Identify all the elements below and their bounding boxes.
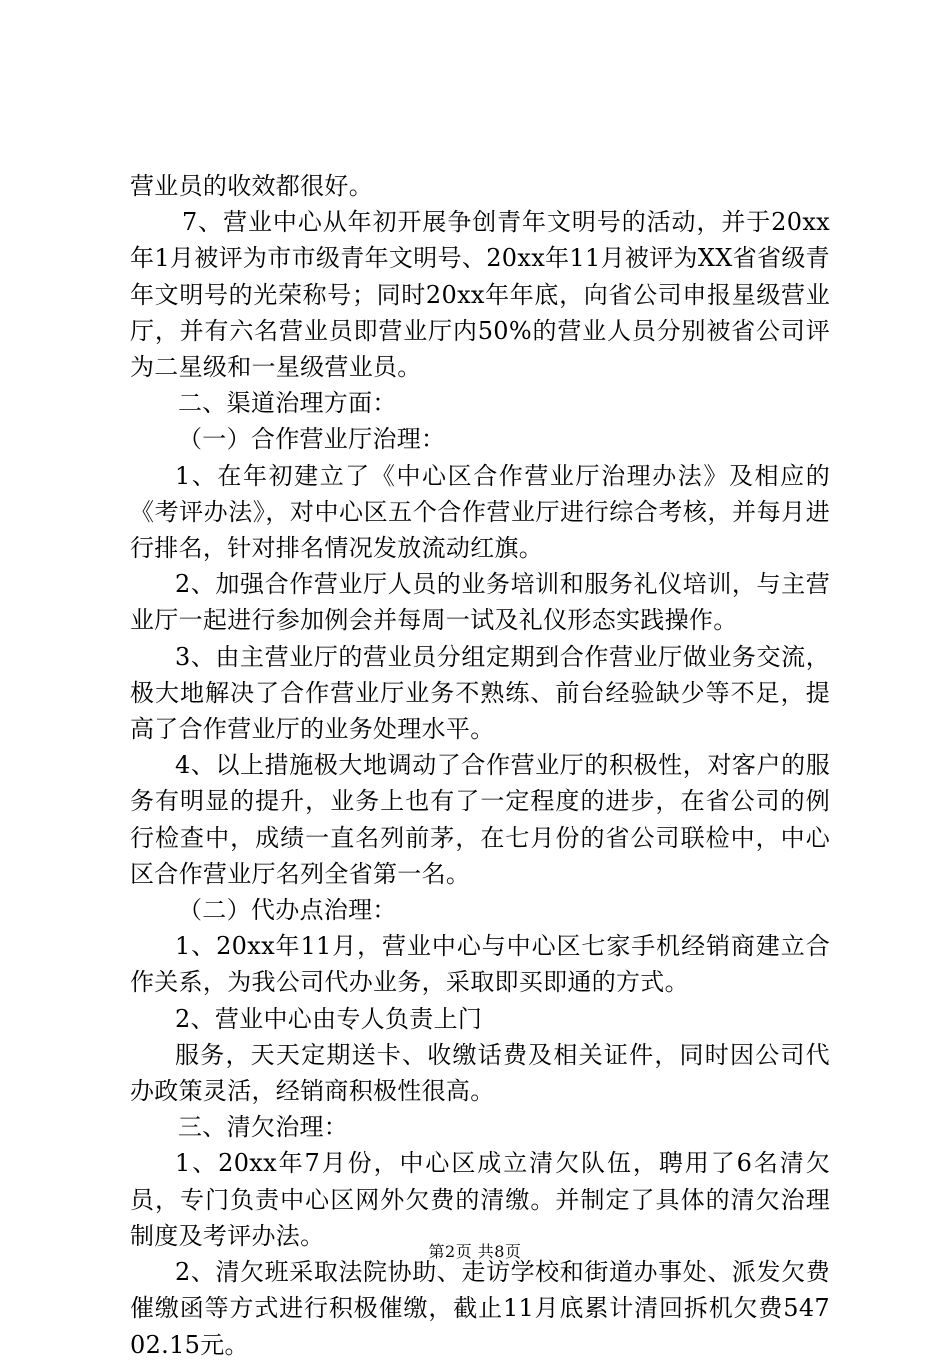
- section-heading: 二、渠道治理方面：: [178, 389, 397, 418]
- paragraph: 2、加强合作营业厅人员的业务培训和服务礼仪培训，与主营业厅一起进行参加例会并每周一试及礼仪形态实践操作。: [130, 570, 830, 635]
- paragraph: 服务，天天定期送卡、收缴话费及相关证件，同时因公司代办政策灵活，经销商积极性很高。: [130, 1040, 830, 1106]
- paragraph: 1、在年初建立了《中心区合作营业厅治理办法》及相应的《考评办法》，对中心区五个合作营业厅进行综合考核，并每月进行排名，针对排名情况发放流动红旗。: [130, 461, 830, 563]
- paragraph: 3、由主营业厅的营业员分组定期到合作营业厅做业务交流，极大地解决了合作营业厅业务不熟练、前台经验缺少等不足，提高了合作营业厅的业务处理水平。: [130, 642, 830, 744]
- document-body: [130, 168, 830, 1363]
- subsection-heading: （一）合作营业厅治理：: [178, 425, 446, 454]
- section-heading: 三、清欠治理：: [178, 1113, 349, 1142]
- paragraph: 2、清欠班采取法院协助、走访学校和街道办事处、派发欠费催缴函等方式进行积极催缴，截止11月底累计清回拆机欠费54702.15元。: [130, 1258, 830, 1359]
- paragraph: 1、20xx年11月，营业中心与中心区七家手机经销商建立合作关系，为我公司代办业务，采取即买即通的方式。: [130, 932, 830, 997]
- page-number-footer: 第2页 共8页: [428, 1242, 522, 1261]
- paragraph: 4、以上措施极大地调动了合作营业厅的积极性，对客户的服务有明显的提升，业务上也有了一定程度的进步，在省公司的例行检查中，成绩一直名列前茅，在七月份的省公司联检中，中心区合作营业厅名列全省第一名。: [130, 751, 830, 888]
- paragraph: 1、20xx年7月份，中心区成立清欠队伍，聘用了6名清欠员，专门负责中心区网外欠费的清缴。并制定了具体的清欠治理制度及考评办法。: [130, 1149, 830, 1250]
- paragraph: 2、营业中心由专人负责上门: [175, 1004, 483, 1033]
- paragraph: 7、营业中心从年初开展争创青年文明号的活动，并于20xx年1月被评为市市级青年文明号、20xx年11月被评为XX省省级青年文明号的光荣称号；同时20xx年年底，向省公司申报星级营业厅，并有六名营业员即营业厅内50%的营业人员分别被省公司评为二星级和一星级营业员。: [130, 208, 830, 382]
- paragraph: 营业员的收效都很好。: [130, 172, 373, 200]
- subsection-heading: （二）代办点治理：: [178, 896, 397, 925]
